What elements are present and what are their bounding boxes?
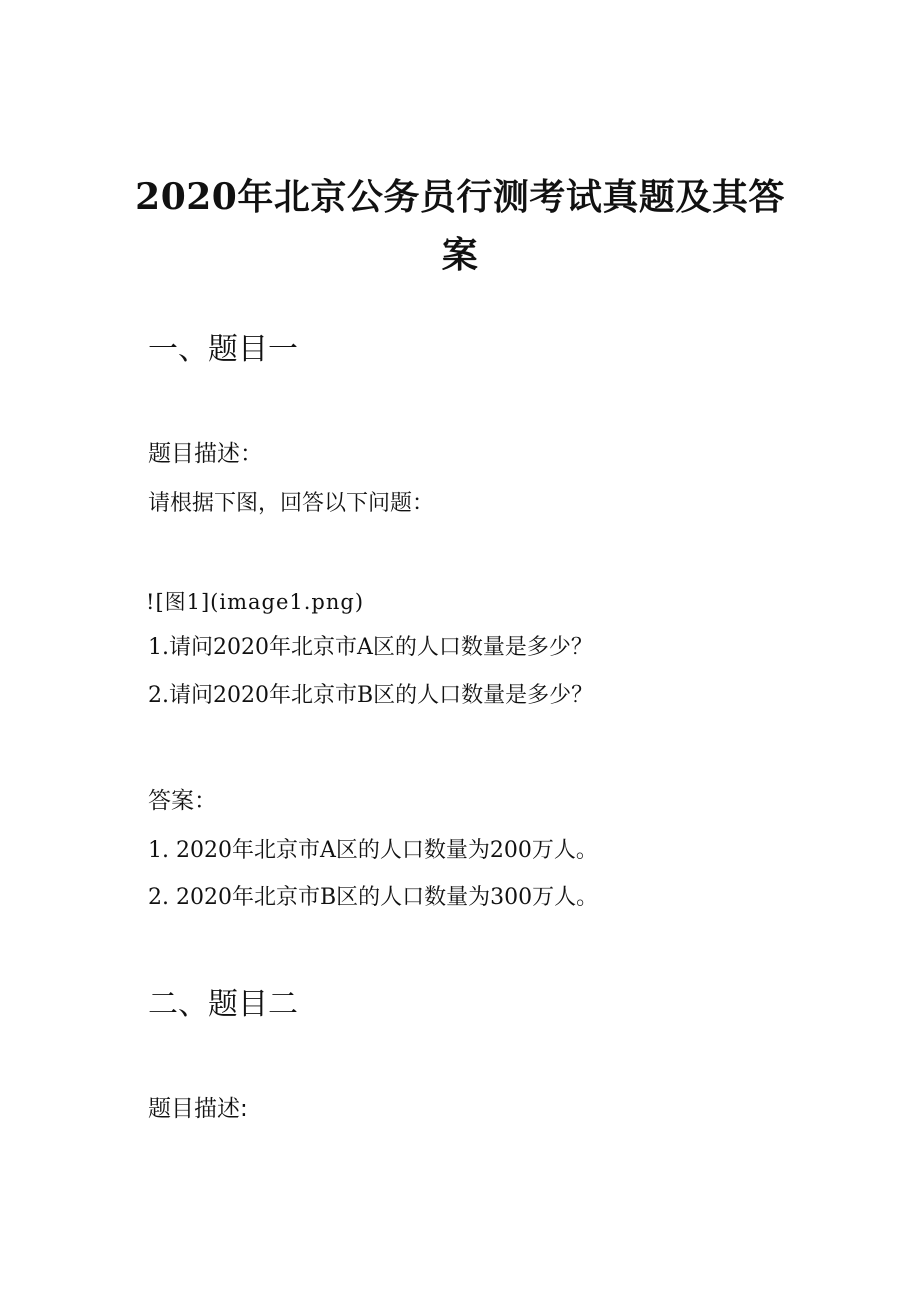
description-label-1: 题目描述： (148, 441, 263, 467)
question-intro: 请根据下图，回答以下问题： (148, 491, 435, 516)
answer-item-2: 2. 2020年北京市B区的人口数量为300万人。 (148, 885, 599, 910)
section-heading-2: 二、题目二 (148, 987, 298, 1022)
description-label-2: 题目描述: (148, 1096, 248, 1122)
question-item-2: 2.请问2020年北京市B区的人口数量是多少？ (148, 683, 594, 708)
answer-item-1: 1. 2020年北京市A区的人口数量为200万人。 (148, 838, 598, 863)
image-reference: ![图1](image1.png) (146, 590, 365, 614)
answer-label: 答案： (148, 788, 217, 814)
section-heading-1: 一、题目一 (148, 332, 298, 367)
question-item-1: 1.请问2020年北京市A区的人口数量是多少？ (148, 635, 593, 660)
document-title: 2020年北京公务员行测考试真题及其答案 (135, 176, 785, 276)
